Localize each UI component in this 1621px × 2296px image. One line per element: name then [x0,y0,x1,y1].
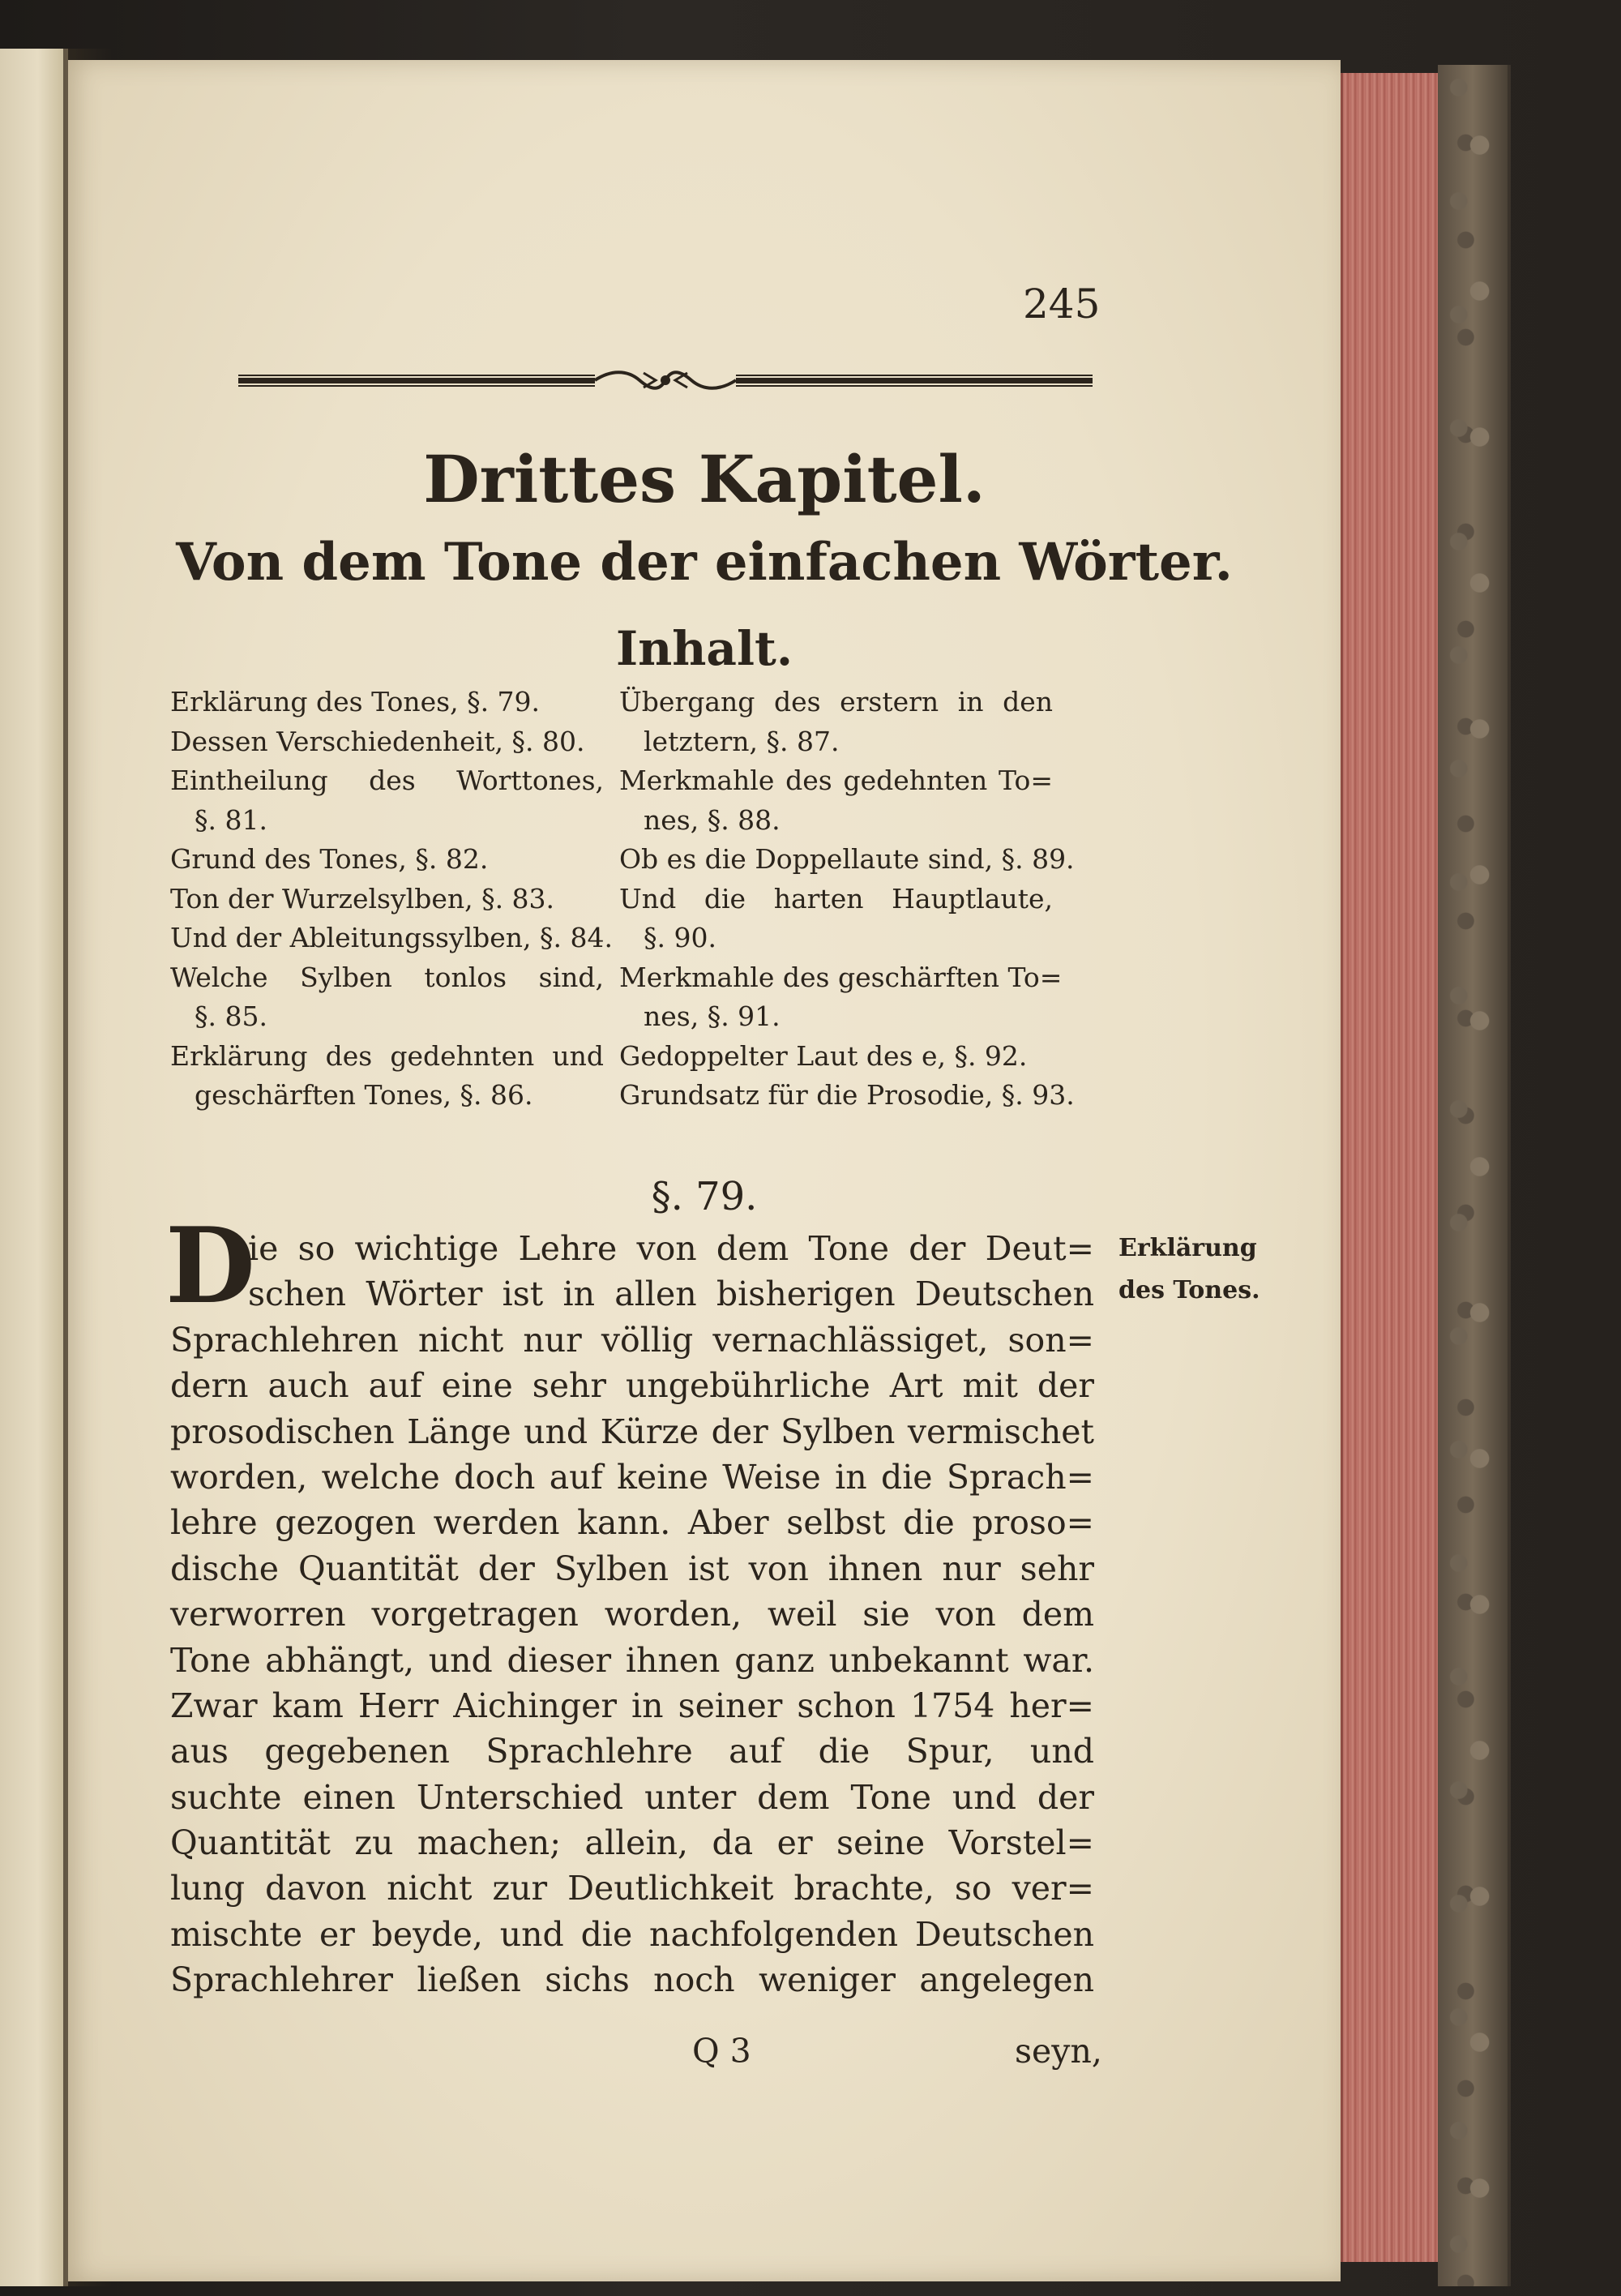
ornament-rule-icon [238,366,1093,394]
contents-line: geschärften Tones, §. 86. [195,1079,533,1111]
body-line: aus gegebenen Sprachlehre auf die Spur, und [170,1732,1094,1771]
body-text [170,1226,1094,2003]
contents-line: Ob es die Doppellaute sind, §. 89. [619,843,1075,875]
contents-line: Eintheilung des Worttones, [170,765,604,796]
chapter-title: Drittes Kapitel. [423,441,986,517]
contents-line: nes, §. 88. [644,803,781,836]
footer-catchword: seyn, [1015,2032,1102,2071]
contents-line: Merkmahle des gedehnten To= [619,765,1053,796]
body-line: ie so wichtige Lehre von dem Tone der Deut= [248,1229,1094,1268]
body-line: suchte einen Unterschied unter dem Tone und der [170,1777,1094,1817]
body-line: dern auch auf eine sehr ungebührliche Art mit der [170,1366,1094,1406]
contents-line: Ton der Wurzelsylben, §. 83. [170,882,555,915]
body-line: Sprachlehrer ließen sichs noch weniger angelegen [170,1960,1094,2000]
drop-cap: D [165,1206,255,1327]
body-line: mischte er beyde, und die nachfolgenden Deutschen [170,1914,1094,1954]
body-line: worden, welche doch auf keine Weise in die Sprach= [170,1457,1094,1497]
contents-line: Erklärung des Tones, §. 79. [170,686,541,718]
contents-line: Dessen Verschiedenheit, §. 80. [170,725,585,757]
marbled-cover-edge [1438,65,1511,2286]
body-line: verworren vorgetragen worden, weil sie von dem [170,1595,1094,1634]
contents-line: Übergang des erstern in den [619,686,1053,718]
body-line: Sprachlehren nicht nur völlig vernachlässiget, son= [170,1320,1094,1360]
contents-line: nes, §. 91. [644,1000,781,1032]
contents-line: §. 85. [195,1000,267,1032]
body-line: prosodischen Länge und Kürze der Sylben vermischet [170,1411,1094,1451]
contents-line: Grundsatz für die Prosodie, §. 93. [619,1079,1075,1111]
body-line: dische Quantität der Sylben ist von ihnen nur sehr [170,1549,1094,1588]
section-heading: §. 79. [651,1174,758,1219]
contents-heading: Inhalt. [615,621,793,676]
contents-line: Gedoppelter Laut des e, §. 92. [619,1039,1028,1072]
previous-page-edge [0,49,68,2286]
contents-line: Welche Sylben tonlos sind, [170,961,604,993]
contents-line: §. 81. [195,803,267,836]
body-line: Zwar kam Herr Aichinger in seiner schon 1754 her= [170,1686,1094,1725]
body-line: Quantität zu machen; allein, da er seine Vorstel= [170,1823,1094,1863]
contents-line: Und die harten Hauptlaute, [619,882,1053,915]
footer-signature: Q 3 [692,2032,751,2071]
contents-line: Merkmahle des geschärften To= [619,961,1063,993]
contents-right-column [619,683,1075,1116]
marginal-note: des Tones. [1118,1276,1260,1304]
contents-line: Erklärung des gedehnten und [170,1039,604,1072]
contents-line: Und der Ableitungssylben, §. 84. [170,922,613,953]
contents-line: letztern, §. 87. [644,725,840,757]
contents-line: §. 90. [644,922,716,953]
contents-left-column [170,683,613,1116]
book-page [68,60,1341,2281]
red-page-edges [1341,73,1440,2262]
body-line: Tone abhängt, und dieser ihnen ganz unbekannt war. [170,1640,1094,1680]
body-line: schen Wörter ist in allen bisherigen Deutschen [248,1274,1094,1314]
page-number: 245 [1023,281,1101,328]
body-line: lehre gezogen werden kann. Aber selbst die proso= [170,1503,1094,1543]
chapter-subtitle: Von dem Tone der einfachen Wörter. [176,532,1233,593]
body-line: lung davon nicht zur Deutlichkeit brachte, so ver= [170,1869,1094,1908]
marginal-note: Erklärung [1118,1234,1257,1262]
contents-line: Grund des Tones, §. 82. [170,843,489,875]
